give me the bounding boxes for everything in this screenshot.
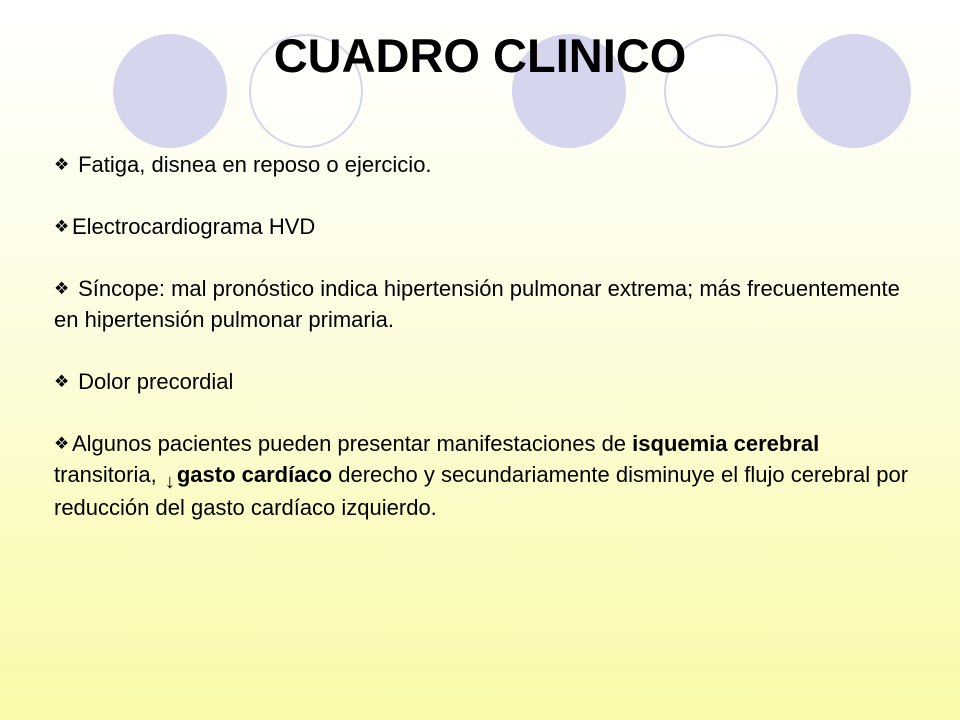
bullet-text-part: transitoria, bbox=[54, 462, 163, 487]
slide-title: CUADRO CLINICO bbox=[273, 29, 687, 82]
bullet-item bbox=[54, 273, 924, 335]
bullet-text-part: derecho y secundariamente disminuye el flujo cerebral por reducción del gasto cardíaco izquierdo. bbox=[54, 462, 909, 520]
diamond-bullet-icon: ❖ bbox=[54, 279, 70, 298]
bullet-emphasis: gasto cardíaco bbox=[176, 462, 333, 487]
bullet-item bbox=[54, 428, 924, 523]
bullet-text: Fatiga, disnea en reposo o ejercicio. bbox=[72, 152, 432, 177]
bullet-item bbox=[54, 366, 924, 397]
bullet-text: Síncope: mal pronóstico indica hipertensión pulmonar extrema; más frecuentemente en hipertensión pulmonar primaria. bbox=[54, 276, 900, 332]
bullet-text: Dolor precordial bbox=[72, 369, 234, 394]
bullet-item bbox=[54, 149, 924, 180]
bullet-emphasis: isquemia cerebral bbox=[632, 431, 820, 456]
bullet-text: Electrocardiograma HVD bbox=[72, 214, 316, 239]
diamond-bullet-icon: ❖ bbox=[54, 372, 70, 391]
bullet-list bbox=[54, 149, 924, 523]
diamond-bullet-icon: ❖ bbox=[54, 434, 70, 453]
diamond-bullet-icon: ❖ bbox=[54, 217, 70, 236]
bullet-item bbox=[54, 211, 924, 242]
arrow-down-icon: ↓ bbox=[164, 471, 175, 493]
diamond-bullet-icon: ❖ bbox=[54, 155, 70, 174]
bullet-text-part: Algunos pacientes pueden presentar manifestaciones de bbox=[72, 431, 633, 456]
